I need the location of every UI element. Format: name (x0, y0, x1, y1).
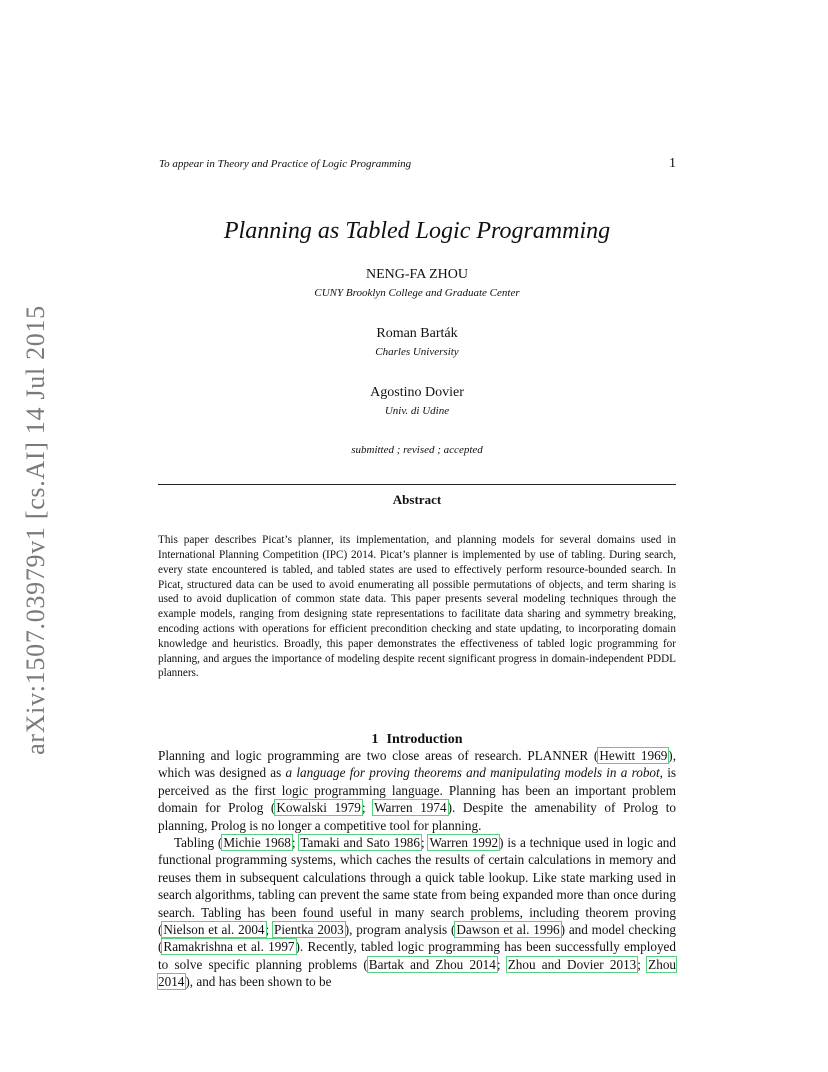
intro-text: ) and model checking ( (158, 922, 677, 955)
citation-zhou-dovier-2013[interactable]: Zhou and Dovier 2013 (507, 956, 637, 972)
citation-separator: ; (421, 835, 429, 851)
page-number: 1 (669, 156, 676, 171)
intro-emphasis: a language for proving theorems and manipulating models in a robot (285, 765, 660, 781)
citation-kowalski-1979[interactable]: Kowalski 1979 (276, 800, 361, 816)
intro-text: , is perceived as the first logic programming language. Planning has been an important problem domain for Prolog ( (158, 765, 676, 816)
author-name: Roman Barták (376, 326, 458, 341)
author-name: Agostino Dovier (370, 385, 464, 400)
citation-separator: ; (637, 956, 648, 972)
intro-text: ). Despite the amenability of Prolog to planning, Prolog is no longer a competitive tool for planning. (158, 800, 676, 833)
section-title: Introduction (386, 731, 463, 747)
arxiv-identifier-stamp (14, 300, 58, 760)
intro-text: ). Recently, tabled logic programming has been successfully employed to solve specific planning problems ( (158, 939, 676, 972)
citation-separator: ; (291, 835, 300, 851)
author-name: NENG-FA ZHOU (365, 267, 468, 282)
intro-text: ), which was designed as (158, 748, 676, 781)
author-affiliation: CUNY Brooklyn College and Graduate Center (314, 287, 520, 299)
intro-text: ) is a technique used in logic and functional programming systems, which caches the results of certain calculations in memory and reuses them in subsequent calculations through a quick table lookup. Like state marking used in search algorithms, tabling can prevent the same state from being expanded more than once during search. Tabling has been found useful in many search problems, including theorem proving ( (158, 835, 676, 938)
section-number: 1 (371, 731, 379, 747)
citation-separator: ; (265, 922, 273, 938)
citation-tamaki-sato-1986[interactable]: Tamaki and Sato 1986 (300, 835, 420, 851)
citation-dawson-1996[interactable]: Dawson et al. 1996 (456, 922, 560, 938)
citation-zhou-2014[interactable]: Zhou 2014 (158, 956, 677, 990)
introduction-body (158, 747, 676, 991)
introduction-paragraph-1 (158, 747, 676, 834)
citation-separator: ; (361, 800, 374, 816)
intro-text: Planning and logic programming are two close areas of research. PLANNER ( (158, 748, 599, 763)
running-head (158, 156, 676, 174)
citation-pientka-2003[interactable]: Pientka 2003 (273, 922, 344, 938)
intro-text: ), program analysis ( (344, 922, 456, 938)
author-block-2 (158, 325, 676, 361)
citation-warren-1992[interactable]: Warren 1992 (429, 835, 499, 851)
citation-michie-1968[interactable]: Michie 1968 (223, 835, 291, 851)
author-block-1 (158, 266, 676, 302)
paper-title: Planning as Tabled Logic Programming (223, 218, 611, 244)
author-block-3 (158, 384, 676, 420)
journal-name: To appear in Theory and Practice of Logic Programming (159, 158, 412, 170)
introduction-paragraph-2 (158, 834, 676, 991)
arxiv-identifier-text: arXiv:1507.03979v1 [cs.AI] 14 Jul 2015 (21, 305, 50, 755)
citation-separator: ; (496, 956, 507, 972)
citation-bartak-zhou-2014[interactable]: Bartak and Zhou 2014 (368, 956, 496, 972)
title-block (158, 214, 676, 248)
author-affiliation: Charles University (375, 346, 459, 358)
author-affiliation: Univ. di Udine (384, 405, 450, 417)
intro-text: Tabling ( (174, 835, 223, 851)
citation-hewitt-1969[interactable]: Hewitt 1969 (599, 748, 668, 763)
citation-ramakrishna-1997[interactable]: Ramakrishna et al. 1997 (163, 939, 295, 955)
abstract-heading: Abstract (392, 492, 442, 507)
submission-note: submitted ; revised ; accepted (351, 444, 483, 456)
citation-nielson-2004[interactable]: Nielson et al. 2004 (163, 922, 265, 938)
abstract-divider (158, 484, 676, 485)
section-heading (158, 732, 676, 748)
abstract-body: This paper describes Picat’s planner, its implementation, and planning models for several domains used in International Planning Competition (IPC) 2014. Picat’s planner is implemented by use of tabling. During search, every state encountered is tabled, and tabled states are used to effectively perform resource-bounded search. In Picat, structured data can be used to avoid enumerating all possible permutations of objects, and term sharing is used to avoid duplication of common state data. This paper presents several modeling techniques through the example models, ranging from designing state representations to facilitate data sharing and symmetry breaking, encoding actions with operations for efficient precondition checking and state updating, to incorporating domain knowledge and heuristics. Broadly, this paper demonstrates the effectiveness of tabled logic programming for planning, and argues the importance of modeling despite recent significant progress in domain-independent PDDL planners. (158, 534, 676, 680)
intro-text: ), and has been shown to be (185, 974, 332, 990)
citation-warren-1974[interactable]: Warren 1974 (374, 800, 447, 816)
